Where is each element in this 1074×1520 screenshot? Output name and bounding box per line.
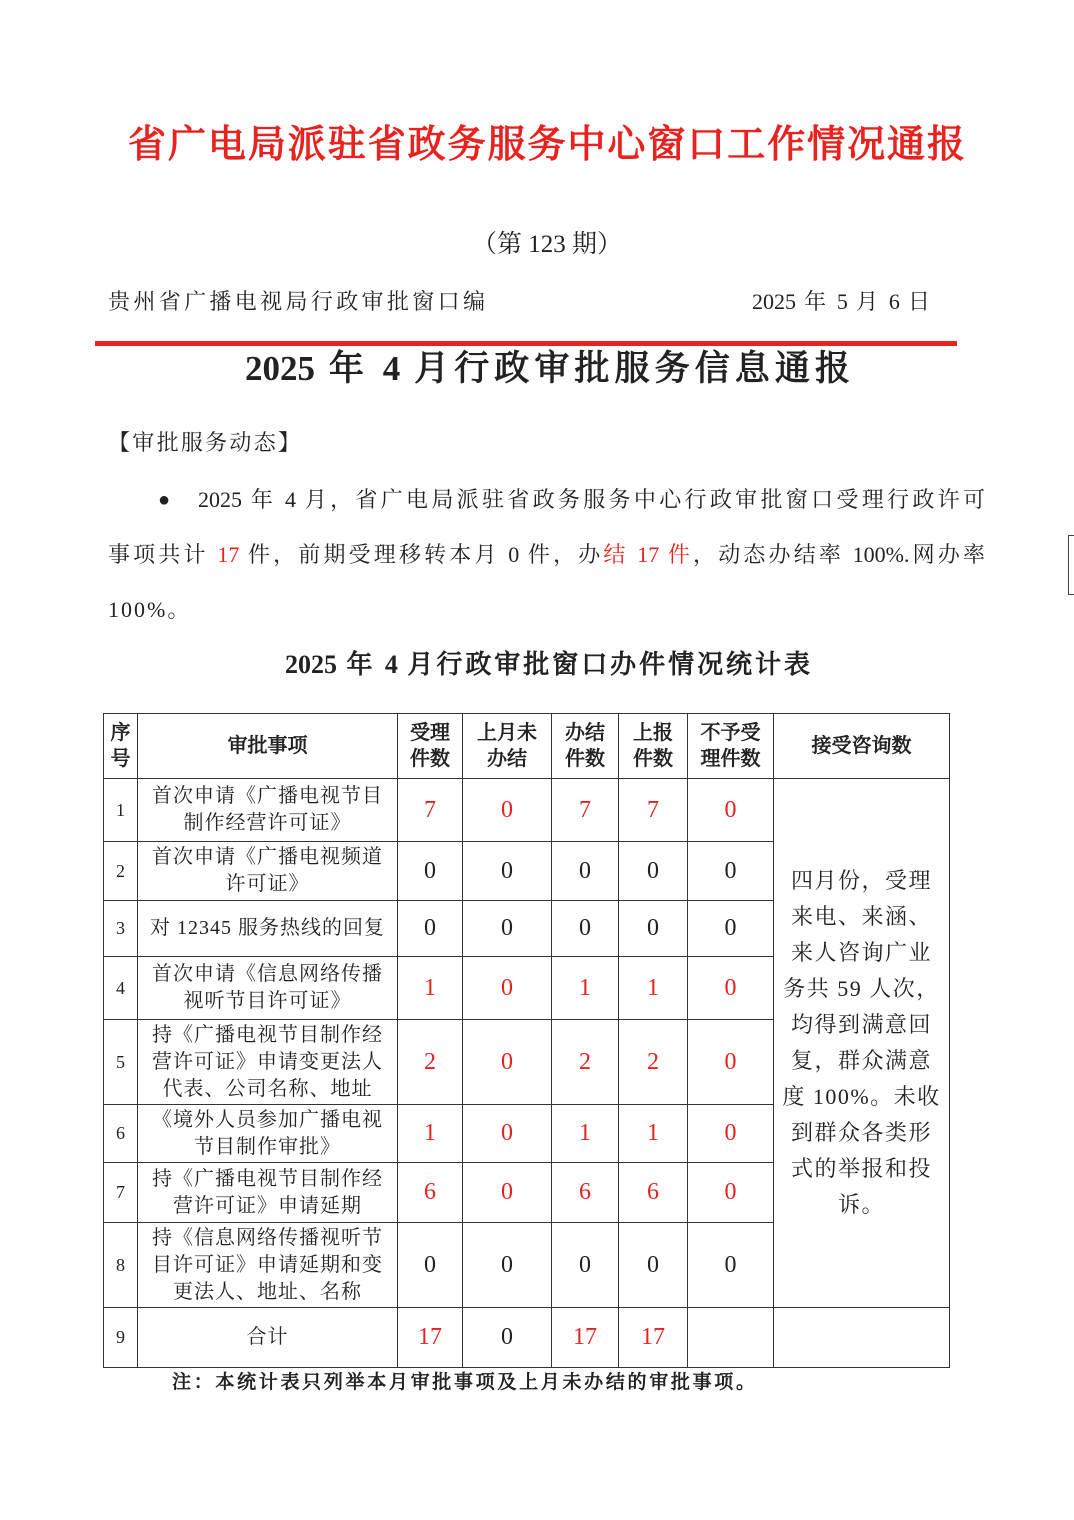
header-completed	[552, 714, 619, 779]
approval-item-line: 许可证》	[225, 873, 310, 895]
seq-no-cell: 8	[104, 1223, 138, 1308]
completed-count-cell: 0	[552, 901, 619, 957]
section-label: 【审批服务动态】	[108, 430, 300, 455]
header-text-line: 件数	[565, 748, 605, 770]
page-edge-bracket	[1068, 535, 1074, 595]
completed-count-cell: 7	[552, 779, 619, 842]
approval-item-cell	[138, 1308, 398, 1368]
header-text-line: 理件数	[700, 748, 761, 770]
table-header-row	[104, 714, 950, 779]
approval-item-line: 更法人、地址、名称	[173, 1280, 362, 1303]
approval-item-line: 视听节目许可证》	[183, 990, 352, 1012]
accepted-count-cell: 7	[398, 779, 463, 842]
approval-item-line: 合计	[246, 1326, 289, 1348]
approval-item-line: 首次申请《广播电视频道	[152, 846, 383, 868]
seq-no-cell: 7	[104, 1163, 138, 1223]
reported-count-cell: 2	[619, 1020, 688, 1105]
bulletin-title: 省广电局派驻省政务服务中心窗口工作情况通报	[128, 124, 965, 166]
approval-item-line: 首次申请《信息网络传播	[152, 963, 383, 985]
rejected-count-cell: 0	[688, 1223, 774, 1308]
reported-count-cell: 17	[619, 1308, 688, 1368]
rejected-count-cell: 0	[688, 842, 774, 901]
bullet-icon: ●	[158, 489, 171, 511]
report-heading: 2025 年 4 月行政审批服务信息通报	[245, 349, 850, 388]
consultation-text-line: 四月份，受理	[790, 868, 932, 893]
rejected-count-cell: 0	[688, 1020, 774, 1105]
rejected-count-cell: 0	[688, 957, 774, 1020]
table-body	[104, 779, 950, 1368]
paragraph-segment-highlight: 结 17 件	[603, 542, 694, 567]
approval-item-cell	[138, 1020, 398, 1105]
approval-item-cell	[138, 901, 398, 957]
consultation-text-line: 诉。	[837, 1192, 885, 1217]
table-note: 注：本统计表只列举本月审批事项及上月未办结的审批事项。	[172, 1372, 755, 1393]
rejected-count-cell: 0	[688, 1163, 774, 1223]
accepted-count-cell: 0	[398, 1223, 463, 1308]
accepted-count-cell: 2	[398, 1020, 463, 1105]
header-text-line: 受理	[410, 722, 450, 744]
consultation-text-line: 均得到满意回	[790, 1012, 932, 1037]
header-text-line: 办结	[565, 722, 605, 744]
accepted-count-cell: 0	[398, 842, 463, 901]
approval-item-cell	[138, 957, 398, 1020]
approval-item-line: 对 12345 服务热线的回复	[150, 917, 385, 939]
approval-item-line: 节目制作审批》	[194, 1135, 341, 1158]
header-reported	[619, 714, 688, 779]
header-text-line: 件数	[633, 748, 673, 770]
approval-item-line: 目许可证》申请延期和变	[152, 1253, 383, 1276]
header-text-line: 上报	[633, 722, 673, 744]
approval-item-line: 首次申请《广播电视节目	[152, 785, 383, 807]
pending-last-month-cell: 0	[463, 1308, 552, 1368]
approval-item-line: 代表、公司名称、地址	[162, 1077, 373, 1100]
rejected-count-cell: 0	[688, 901, 774, 957]
accepted-count-cell: 0	[398, 901, 463, 957]
header-text-line: 号	[110, 748, 131, 770]
completed-count-cell: 0	[552, 1223, 619, 1308]
seq-no-cell: 9	[104, 1308, 138, 1368]
rejected-count-cell: 0	[688, 779, 774, 842]
completed-count-cell: 6	[552, 1163, 619, 1223]
accepted-count-cell: 1	[398, 957, 463, 1020]
approval-item-cell	[138, 1163, 398, 1223]
reported-count-cell: 0	[619, 842, 688, 901]
table-title: 2025 年 4 月行政审批窗口办件情况统计表	[285, 650, 810, 679]
paragraph-segment: 事项共计	[108, 542, 218, 567]
reported-count-cell: 7	[619, 779, 688, 842]
paragraph-segment-highlight: 17	[217, 542, 240, 567]
completed-count-cell: 0	[552, 842, 619, 901]
seq-no-cell: 5	[104, 1020, 138, 1105]
header-text-line: 不予受	[700, 722, 761, 744]
consultation-text-line: 式的举报和投	[790, 1156, 932, 1181]
reported-count-cell: 0	[619, 1223, 688, 1308]
pending-last-month-cell: 0	[463, 1105, 552, 1163]
statistics-table	[103, 713, 950, 1368]
consultation-text-line: 务共 59 人次，	[783, 976, 940, 1001]
header-pending-last-month	[463, 714, 552, 779]
seq-no-cell: 3	[104, 901, 138, 957]
header-text-line: 上月未	[477, 722, 537, 744]
paragraph-segment: 件，前期受理移转本月 0 件，办	[239, 542, 604, 567]
consultation-text-line: 来电、来涵、	[790, 904, 932, 929]
consultation-cell	[774, 779, 950, 1308]
seq-no-cell: 4	[104, 957, 138, 1020]
seq-no-cell: 1	[104, 779, 138, 842]
pending-last-month-cell: 0	[463, 1223, 552, 1308]
consultation-total-cell	[774, 1308, 950, 1368]
approval-item-cell	[138, 1105, 398, 1163]
pending-last-month-cell: 0	[463, 779, 552, 842]
pending-last-month-cell: 0	[463, 1020, 552, 1105]
accepted-count-cell: 17	[398, 1308, 463, 1368]
header-consultation	[774, 714, 950, 779]
approval-item-cell	[138, 1223, 398, 1308]
header-text-line: 审批事项	[227, 735, 308, 757]
completed-count-cell: 2	[552, 1020, 619, 1105]
publish-date: 2025 年 5 月 6 日	[752, 289, 930, 314]
accepted-count-cell: 1	[398, 1105, 463, 1163]
approval-item-cell	[138, 779, 398, 842]
table-row	[104, 1308, 950, 1368]
paragraph-segment: ，动态办结率 100%.网办率	[693, 542, 985, 567]
approval-item-line: 持《信息网络传播视听节	[152, 1226, 383, 1249]
approval-item-line: 《境外人员参加广播电视	[152, 1108, 383, 1131]
table-row	[104, 779, 950, 842]
approval-item-line: 持《广播电视节目制作经	[152, 1023, 383, 1046]
completed-count-cell: 1	[552, 1105, 619, 1163]
reported-count-cell: 0	[619, 901, 688, 957]
reported-count-cell: 6	[619, 1163, 688, 1223]
header-text-line: 序	[110, 722, 131, 744]
header-text-line: 办结	[487, 748, 527, 770]
completed-count-cell: 17	[552, 1308, 619, 1368]
seq-no-cell: 6	[104, 1105, 138, 1163]
approval-item-line: 营许可证》申请延期	[173, 1194, 362, 1217]
consultation-text-line: 到群众各类形	[790, 1120, 932, 1145]
paragraph-line-3: 100%。	[108, 597, 192, 622]
pending-last-month-cell: 0	[463, 1163, 552, 1223]
table-header	[104, 714, 950, 779]
paragraph-line-1: 2025 年 4 月，省广电局派驻省政务服务中心行政审批窗口受理行政许可	[198, 487, 985, 512]
seq-no-cell: 2	[104, 842, 138, 901]
pending-last-month-cell: 0	[463, 901, 552, 957]
rejected-count-cell: 0	[688, 1105, 774, 1163]
header-seq-no	[104, 714, 138, 779]
pending-last-month-cell: 0	[463, 957, 552, 1020]
accepted-count-cell: 6	[398, 1163, 463, 1223]
editor-line: 贵州省广播电视局行政审批窗口编	[108, 289, 485, 314]
consultation-text-line: 来人咨询广业	[790, 940, 932, 965]
completed-count-cell: 1	[552, 957, 619, 1020]
approval-item-line: 持《广播电视节目制作经	[152, 1167, 383, 1190]
rejected-count-cell	[688, 1308, 774, 1368]
approval-item-line: 营许可证》申请变更法人	[152, 1050, 383, 1073]
pending-last-month-cell: 0	[463, 842, 552, 901]
header-item	[138, 714, 398, 779]
header-accepted	[398, 714, 463, 779]
issue-number: （第 123 期）	[471, 231, 622, 258]
header-rejected	[688, 714, 774, 779]
approval-item-cell	[138, 842, 398, 901]
paragraph-line-2	[108, 540, 985, 570]
consultation-text-line: 度 100%。未收	[782, 1084, 941, 1109]
approval-item-line: 制作经营许可证》	[183, 812, 352, 834]
consultation-text-line: 复，群众满意	[790, 1048, 932, 1073]
reported-count-cell: 1	[619, 957, 688, 1020]
reported-count-cell: 1	[619, 1105, 688, 1163]
header-text-line: 件数	[410, 748, 450, 770]
header-text-line: 接受咨询数	[811, 735, 912, 757]
